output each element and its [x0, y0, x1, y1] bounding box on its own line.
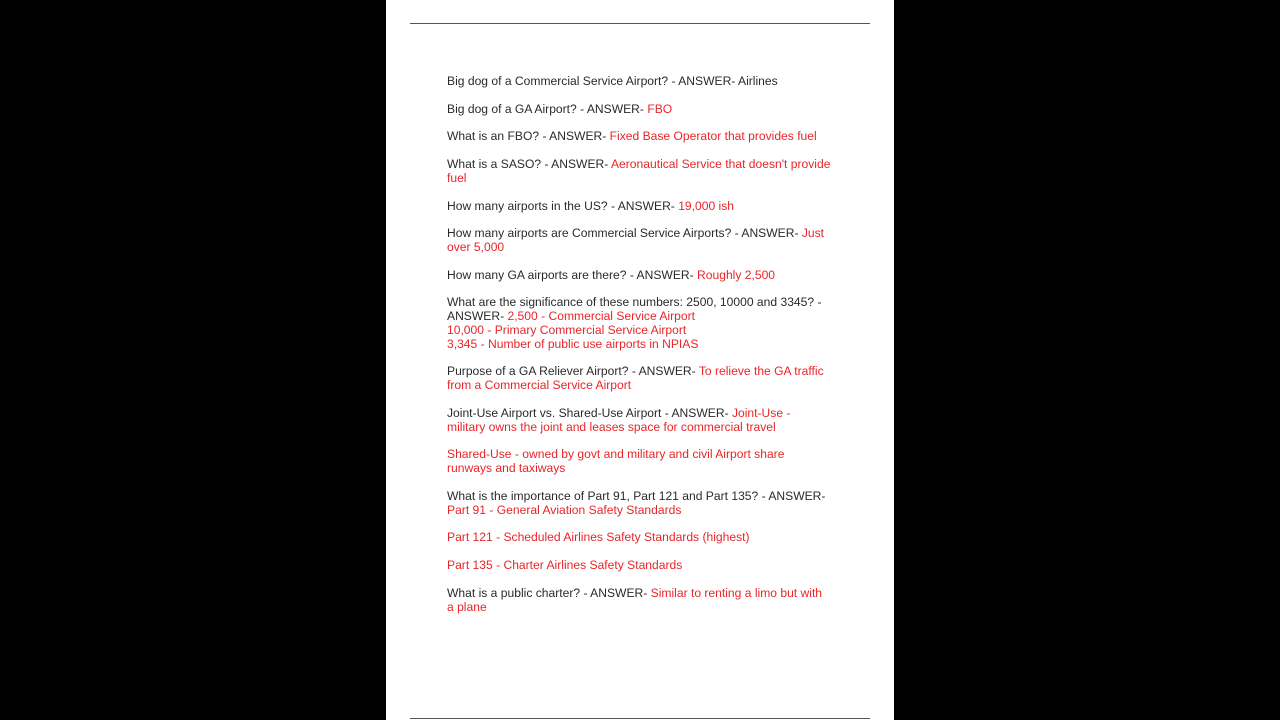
answer-text: 2,500 - Commercial Service Airport — [507, 309, 695, 324]
answer-text: Shared-Use - owned by govt and military and civil Airport share runways and taxiways — [447, 447, 785, 476]
qa-item — [447, 227, 832, 255]
question-text: Big dog of a Commercial Service Airport? - ANSWER- — [447, 74, 739, 88]
answer-text: Aeronautical Service that doesn't provide fuel — [447, 157, 831, 185]
question-text: How many airports are Commercial Service Airports? - ANSWER- — [447, 226, 802, 241]
answer-text: FBO — [647, 101, 673, 116]
qa-item — [447, 559, 832, 573]
answer-text: Joint-Use - military owns the joint and leases space for commercial travel — [447, 405, 791, 434]
answer-text: 19,000 ish — [678, 198, 735, 213]
qa-item — [447, 448, 832, 476]
qa-item — [447, 490, 832, 518]
document-page — [386, 0, 894, 720]
answer-text: Part 91 - General Aviation Safety Standards — [447, 502, 682, 517]
question-text: What is the importance of Part 91, Part 121 and Part 135? - ANSWER- — [447, 488, 826, 503]
question-text: What is a SASO? - ANSWER- — [447, 157, 611, 172]
question-text: What is a public charter? - ANSWER- — [447, 585, 651, 600]
qa-item — [447, 407, 832, 435]
answer-text: Part 135 - Charter Airlines Safety Standards — [447, 558, 683, 573]
answer-text: To relieve the GA traffic from a Commercial Service Airport — [447, 364, 824, 393]
qa-item — [447, 296, 832, 351]
qa-item — [447, 365, 832, 393]
qa-item — [447, 103, 832, 117]
qa-item — [447, 269, 832, 283]
answer-text: Part 121 - Scheduled Airlines Safety Standards (highest) — [447, 530, 750, 545]
question-text: What is an FBO? - ANSWER- — [447, 129, 610, 144]
question-text: How many GA airports are there? - ANSWER- — [447, 267, 698, 282]
answer-line: 10,000 - Primary Commercial Service Airport — [447, 323, 687, 337]
question-text: What are the significance of these numbers: 2500, 10000 and 3345? - ANSWER- — [447, 295, 822, 324]
qa-item — [447, 158, 832, 186]
question-text: How many airports in the US? - ANSWER- — [447, 198, 679, 213]
answer-text: Roughly 2,500 — [697, 267, 776, 282]
qa-item — [447, 531, 832, 545]
qa-item — [447, 130, 832, 144]
question-text: Big dog of a GA Airport? - ANSWER- — [447, 101, 648, 116]
footer-rule — [410, 718, 870, 719]
qa-item — [447, 587, 832, 615]
answer-text: Just over 5,000 — [447, 226, 825, 255]
question-text: Purpose of a GA Reliever Airport? - ANSWER- — [447, 364, 699, 379]
header-rule — [410, 23, 870, 24]
question-text: Joint-Use Airport vs. Shared-Use Airport - ANSWER- — [447, 405, 732, 420]
answer-text: Fixed Base Operator that provides fuel — [609, 129, 817, 144]
answer-text: Airlines — [738, 74, 778, 88]
qa-item — [447, 200, 832, 214]
answer-line: 3,345 - Number of public use airports in NPIAS — [447, 336, 699, 351]
qa-list — [447, 75, 832, 628]
answer-text: Similar to renting a limo but with a plane — [447, 585, 823, 614]
qa-item — [447, 75, 832, 89]
